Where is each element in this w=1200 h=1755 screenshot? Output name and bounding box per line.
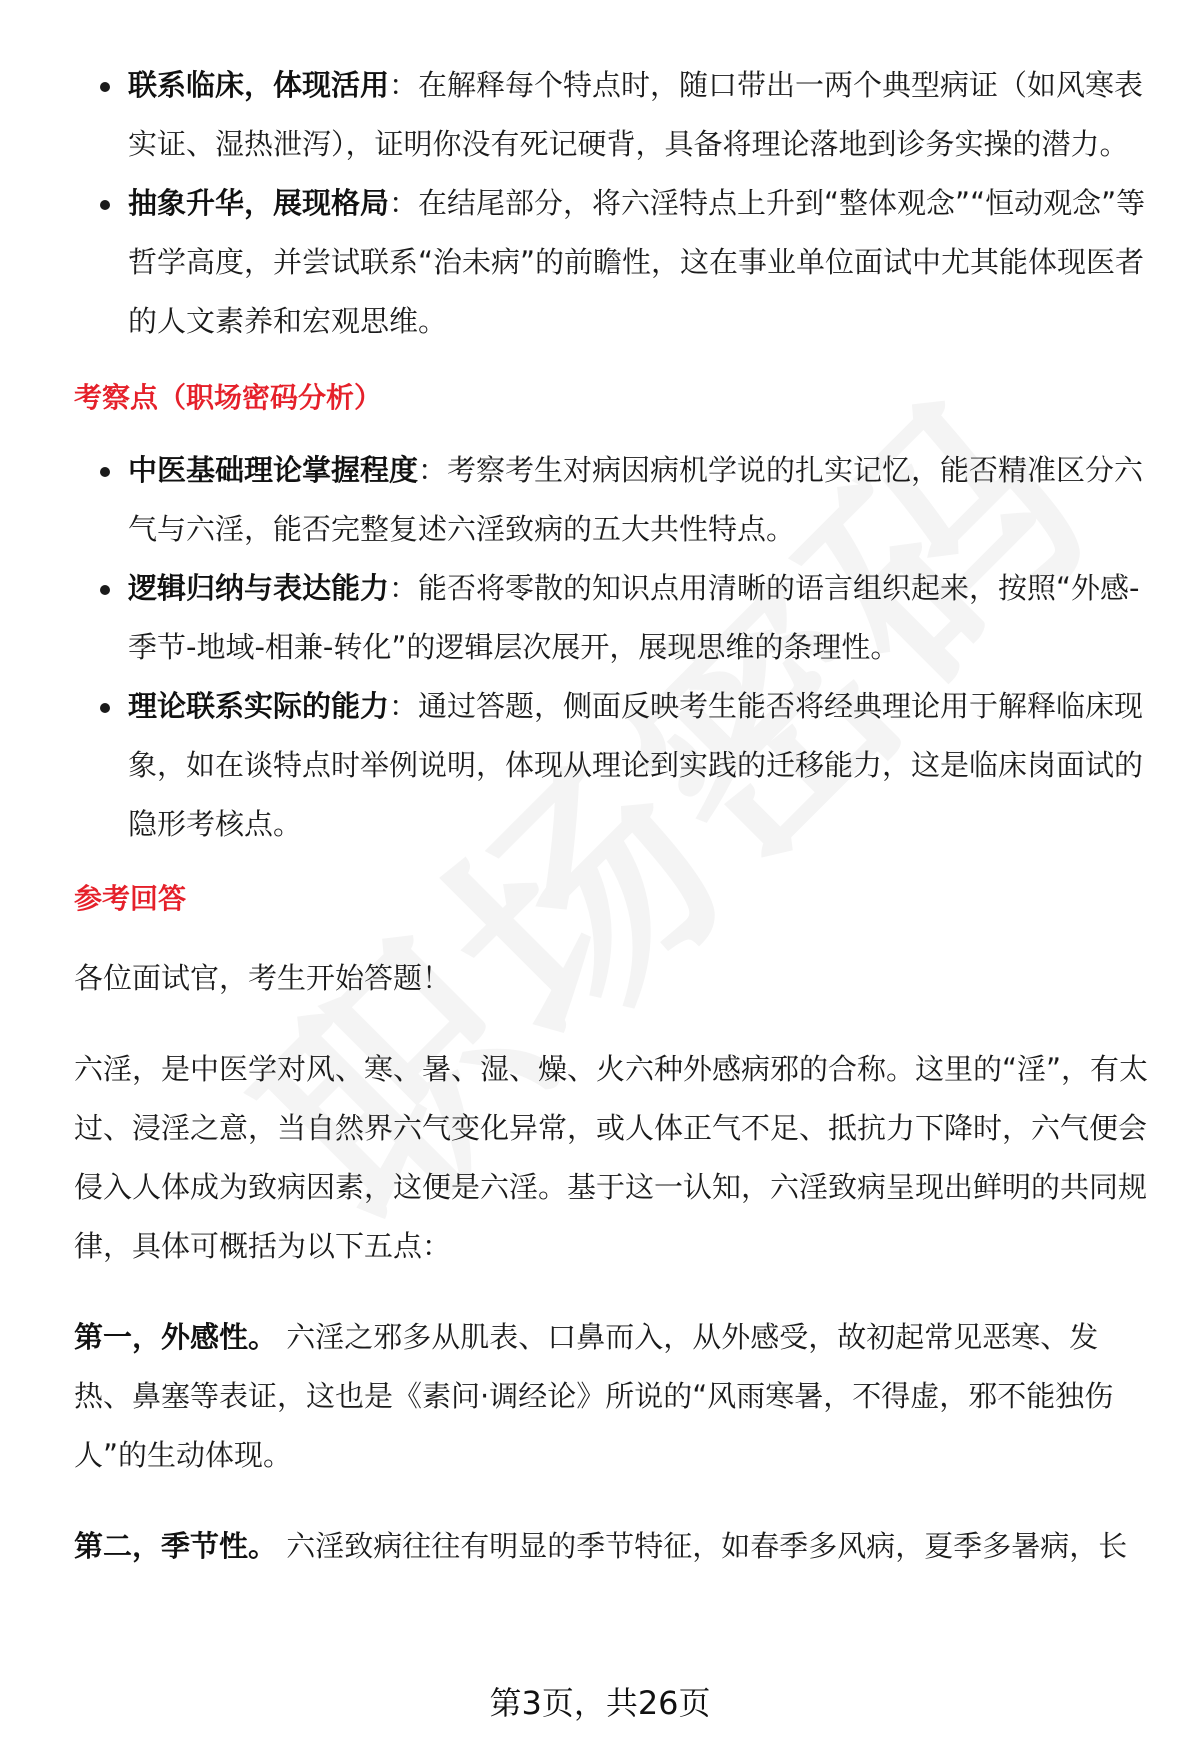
list-item [74,174,1154,351]
exam-points-list [74,441,1154,854]
item-text: ：通过答题，侧面反映考生能否将经典理论用于解释临床现象，如在谈特点时举例说明，体现从理论到实践的迁移能力，这是临床岗面试的隐形考核点。 [128,689,1144,841]
point-text: 六淫致病往往有明显的季节特征，如春季多风病，夏季多暑病，长 [277,1529,1128,1563]
point-title: 第一，外感性。 [74,1320,278,1354]
point-paragraph [74,1517,1154,1576]
page-number-footer: 第3页，共26页 [489,1684,711,1722]
point-text: 六淫之邪多从肌表、口鼻而入，从外感受，故初起常见恶寒、发热、鼻塞等表证，这也是《素问·调经论》所说的“风雨寒暑，不得虚，邪不能独伤人”的生动体现。 [74,1320,1114,1472]
section-heading-reference-answer: 参考回答 [74,882,187,915]
list-item [74,677,1154,854]
page-content [74,56,1154,1576]
point-title: 第二，季节性。 [74,1529,278,1563]
item-title: 中医基础理论掌握程度 [128,453,419,487]
item-text: ：能否将零散的知识点用清晰的语言组织起来，按照“外感-季节-地域-相兼-转化”的逻辑层次展开，展现思维的条理性。 [128,571,1140,664]
list-item [74,559,1154,677]
item-title: 抽象升华，展现格局 [128,186,390,220]
item-title: 理论联系实际的能力 [128,689,390,723]
greeting-paragraph: 各位面试官，考生开始答题！ [74,961,452,995]
item-text: ：在结尾部分，将六淫特点上升到“整体观念”“恒动观念”等哲学高度，并尝试联系“治未病”的前瞻性，这在事业单位面试中尤其能体现医者的人文素养和宏观思维。 [128,186,1146,338]
point-paragraph [74,1308,1154,1485]
list-item [74,56,1154,174]
section-heading-exam-points: 考察点（职场密码分析） [74,381,383,414]
item-text: ：考察考生对病因病机学说的扎实记忆，能否精准区分六气与六淫，能否完整复述六淫致病的五大共性特点。 [128,453,1144,546]
item-text: ：在解释每个特点时，随口带出一两个典型病证（如风寒表实证、湿热泄泻），证明你没有死记硬背，具备将理论落地到诊务实操的潜力。 [128,68,1144,161]
list-item [74,441,1154,559]
intro-paragraph: 六淫，是中医学对风、寒、暑、湿、燥、火六种外感病邪的合称。这里的“淫”，有太过、浸淫之意，当自然界六气变化异常，或人体正气不足、抵抗力下降时，六气便会侵入人体成为致病因素，这便是六淫。基于这一认知，六淫致病呈现出鲜明的共同规律，具体可概括为以下五点： [74,1052,1149,1263]
item-title: 逻辑归纳与表达能力 [128,571,390,605]
item-title: 联系临床，体现活用 [128,68,390,102]
tips-list [74,56,1154,351]
